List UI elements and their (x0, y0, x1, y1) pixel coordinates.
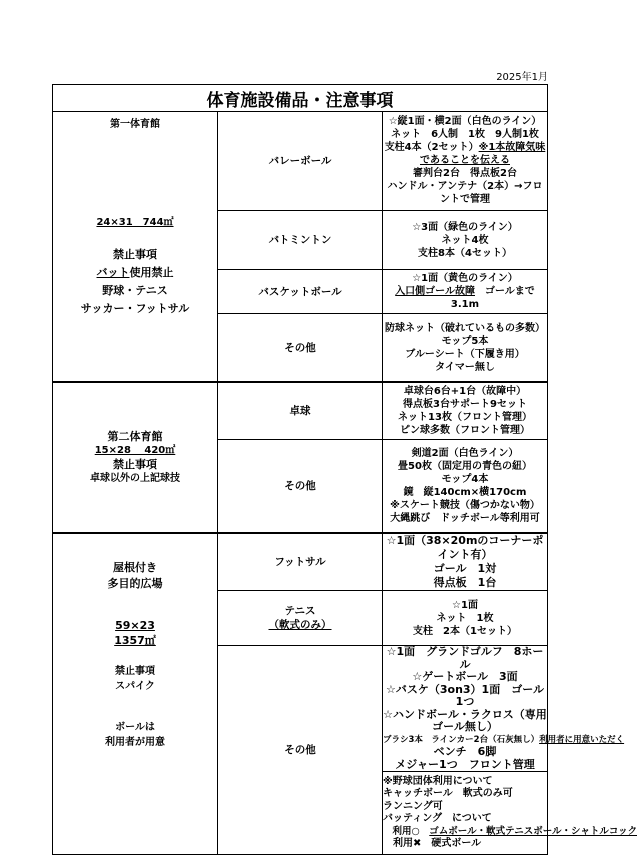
detail-line: ブラシ3本 ラインカー2台（石灰無し） (383, 734, 540, 745)
detail-line: ネット13枚（フロント管理） (398, 412, 532, 423)
sport-other-plaza: その他 (218, 646, 383, 855)
title-row (53, 85, 548, 112)
note-ok-label: 利用○ (383, 825, 430, 837)
detail-line: ブルーシート（下履き用） (405, 348, 525, 360)
detail-line: 畳50枚（固定用の青色の紐） (398, 461, 532, 472)
note-ok-items: ゴムボール・軟式テニスボール・シャトルコック (429, 825, 637, 837)
sport-tennis (218, 591, 383, 646)
detail-line: ゴール 1対 (433, 562, 497, 575)
detail-line: ☆1面 (452, 599, 478, 611)
detail-line: ☆1面 グランドゴルフ 8ホール (386, 645, 544, 671)
sport-tennis-l2: （軟式のみ） (268, 619, 332, 631)
plaza-prohibited-title: 禁止事項 (115, 666, 155, 677)
gym1-prohibited-line3: サッカー・フットサル (80, 302, 190, 315)
detail-badminton (383, 210, 548, 269)
detail-line: ☆1面（黄色のライン） (412, 273, 518, 285)
plaza-name-l1: 屋根付き (113, 561, 157, 574)
detail-line: ☆1面（38×20mのコーナーポイント有） (386, 534, 544, 561)
detail-line-underlined: ※1本故障気味であることを伝える (420, 142, 546, 167)
detail-line: 審判台2台 得点板2台 (413, 168, 517, 180)
sport-table-tennis: 卓球 (218, 382, 383, 440)
sport-tennis-l1: テニス (284, 605, 316, 617)
detail-basketball (383, 270, 548, 314)
detail-line-underlined: 入口側ゴール故障 (395, 286, 475, 298)
detail-line: ベンチ 6脚 (433, 745, 497, 758)
detail-line: ピン球多数（フロント管理） (400, 425, 530, 436)
sport-futsal: フットサル (218, 533, 383, 591)
facility-table (52, 84, 637, 855)
gym1-cell (53, 112, 218, 383)
detail-line: ☆バスケ（3on3）1面 ゴール1つ (386, 682, 544, 708)
gym1-prohibited-bat: バット (96, 266, 130, 279)
note-line: ※野球団体利用について (383, 775, 493, 787)
detail-line: 卓球台6台+1台（故障中） (403, 386, 527, 397)
sport-volleyball: バレーボール (218, 112, 383, 211)
detail-line: ハンドル・アンテナ（2本）→フロントで管理 (387, 181, 543, 206)
sport-badminton: バトミントン (218, 210, 383, 269)
detail-line: ☆ゲートボール 3面 (412, 670, 518, 683)
detail-line: モップ4本 (441, 474, 489, 485)
detail-line: ゴールまで3.1m (450, 286, 535, 311)
detail-line-underlined: 利用者に用意いただく (539, 734, 625, 745)
detail-line: 支柱8本（4セット） (418, 247, 512, 259)
gym1-prohibited-bat-suffix: 使用禁止 (129, 266, 174, 279)
note-ng-line: 利用✖ 硬式ボール (383, 838, 482, 849)
gym2-name: 第二体育館 (107, 429, 163, 443)
table-row (53, 533, 548, 591)
detail-other-gym1 (383, 314, 548, 382)
plaza-name-l2: 多目的広場 (107, 577, 163, 590)
gym1-name: 第一体育館 (110, 119, 160, 130)
detail-line: モップ5本 (441, 335, 489, 347)
detail-line: ☆縦1面・横2面（白色のライン） (388, 116, 542, 128)
sport-other-gym1: その他 (218, 314, 383, 382)
gym1-prohibited-line2: 野球・テニス (102, 284, 168, 297)
gym1-size: 24×31 744㎡ (96, 217, 174, 228)
detail-line: 支柱 2本（1セット） (413, 625, 517, 637)
detail-line: 大縄跳び ドッチボール等利用可 (390, 513, 540, 524)
table-row (53, 112, 548, 211)
detail-line: ネット 6人制 1枚 9人制1枚 (391, 129, 539, 141)
detail-line: 支柱4本（2セット） (384, 142, 479, 154)
page-title: 体育施設備品・注意事項 (53, 85, 548, 112)
detail-futsal (383, 533, 548, 591)
gym2-cell (53, 382, 218, 533)
gym2-size: 15×28 420㎡ (94, 444, 176, 456)
table-row (53, 382, 548, 440)
plaza-prohibited-line1: スパイク (115, 681, 155, 692)
detail-line: メジャー1つ フロント管理 (395, 757, 535, 771)
detail-line: ネット 1枚 (436, 612, 494, 624)
detail-line: ☆ハンドボール・ラクロス（専用ゴール無し） (383, 707, 547, 733)
note-line: バッティング について (383, 813, 492, 824)
sport-other-gym2: その他 (218, 440, 383, 534)
detail-line: 剣道2面（白色ライン） (411, 448, 519, 459)
detail-line: 防球ネット（破れているもの多数） (385, 322, 545, 334)
date-label: 2025年1月 (496, 72, 548, 83)
plaza-ball-l1: ボールは (115, 722, 155, 733)
detail-line: ネット4枚 (441, 234, 489, 246)
detail-line: 得点板 1台 (433, 576, 497, 589)
gym2-prohibited-title: 禁止事項 (113, 457, 157, 471)
plaza-size-l1: 59×23 (115, 619, 155, 632)
detail-other-plaza (383, 645, 625, 772)
detail-table-tennis (383, 382, 548, 440)
detail-line: ☆3面（緑色のライン） (412, 221, 518, 233)
detail-volleyball (383, 112, 548, 211)
detail-line: 得点板3台サポート9セット (403, 399, 527, 410)
baseball-note (383, 772, 637, 855)
detail-tennis (383, 591, 548, 646)
detail-line: ※スケート競技（傷つかない物） (390, 500, 540, 511)
detail-line: 鏡 縦140cm×横170cm (403, 487, 527, 498)
note-line: ランニング可 (383, 800, 443, 812)
note-line: キャッチボール 軟式のみ可 (383, 788, 513, 799)
gym2-prohibited-line1: 卓球以外の上記球技 (90, 472, 180, 484)
plaza-size-l2: 1357㎡ (114, 634, 156, 647)
sport-basketball: バスケットボール (218, 270, 383, 314)
detail-other-gym2 (383, 440, 548, 534)
plaza-ball-l2: 利用者が用意 (105, 737, 165, 748)
plaza-cell (53, 533, 218, 855)
detail-line: タイマー無し (435, 361, 495, 373)
gym1-prohibited-title: 禁止事項 (113, 248, 157, 261)
